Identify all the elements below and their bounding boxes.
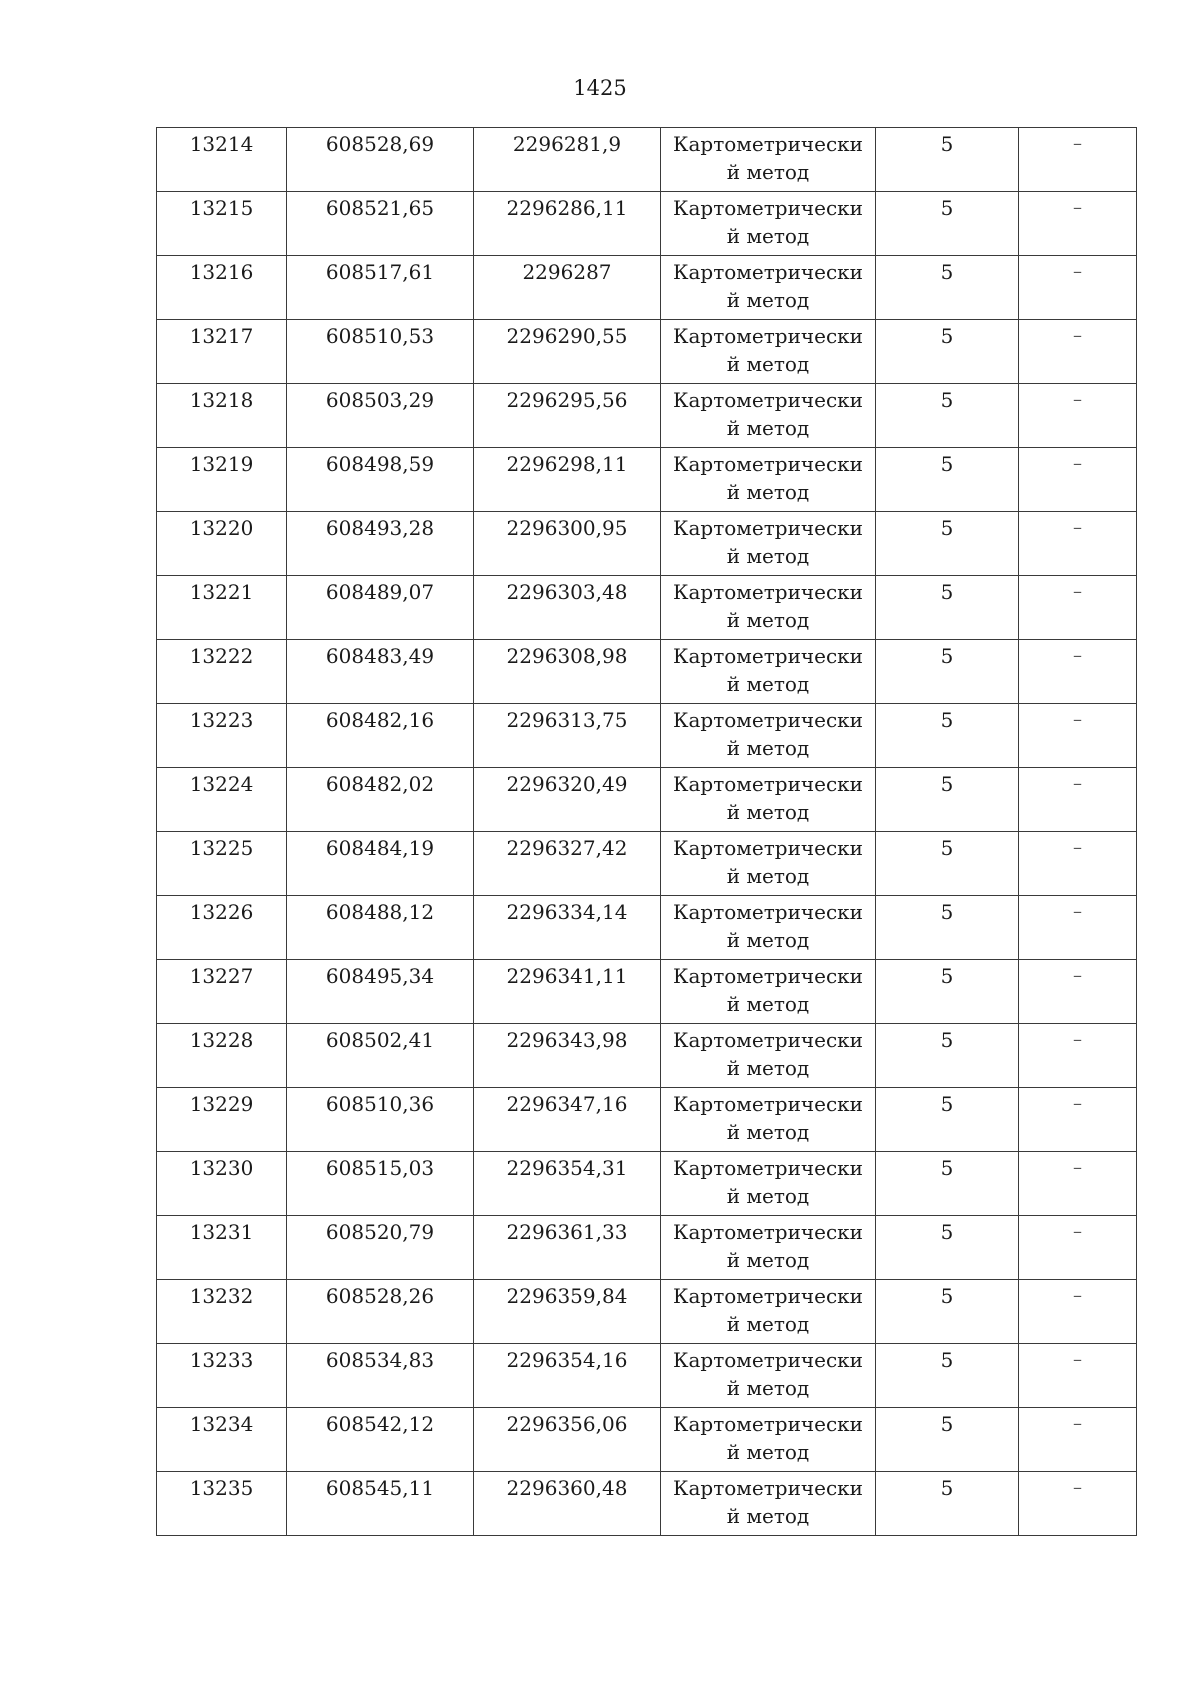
point-number-cell: 13224 [157,768,287,832]
accuracy-cell: 5 [876,128,1019,192]
table-row [157,512,1137,576]
method-cell [661,1408,876,1472]
accuracy-cell: 5 [876,512,1019,576]
y-coordinate-cell: 2296343,98 [474,1024,661,1088]
y-coordinate-cell: 2296341,11 [474,960,661,1024]
method-line-1: Картометрически [673,1348,863,1372]
point-number-cell: 13226 [157,896,287,960]
method-line-1: Картометрически [673,964,863,988]
method-line-1: Картометрически [673,1028,863,1052]
y-coordinate-cell: 2296354,31 [474,1152,661,1216]
method-line-2: й метод [726,1120,810,1144]
table-row [157,1344,1137,1408]
accuracy-cell: 5 [876,1280,1019,1344]
method-cell [661,1280,876,1344]
method-line-1: Картометрически [673,452,863,476]
method-line-1: Картометрически [673,132,863,156]
note-cell: – [1019,1280,1137,1344]
method-line-2: й метод [726,160,810,184]
y-coordinate-cell: 2296347,16 [474,1088,661,1152]
method-line-1: Картометрически [673,1156,863,1180]
method-line-2: й метод [726,864,810,888]
method-line-2: й метод [726,736,810,760]
method-line-1: Картометрически [673,1284,863,1308]
point-number-cell: 13216 [157,256,287,320]
point-number-cell: 13222 [157,640,287,704]
note-cell: – [1019,320,1137,384]
method-line-2: й метод [726,224,810,248]
method-cell [661,896,876,960]
method-cell [661,512,876,576]
y-coordinate-cell: 2296313,75 [474,704,661,768]
method-line-2: й метод [726,1056,810,1080]
x-coordinate-cell: 608493,28 [287,512,474,576]
table-row [157,576,1137,640]
y-coordinate-cell: 2296334,14 [474,896,661,960]
coordinates-table [156,127,1137,1536]
note-cell: – [1019,128,1137,192]
table-row [157,640,1137,704]
point-number-cell: 13227 [157,960,287,1024]
accuracy-cell: 5 [876,384,1019,448]
point-number-cell: 13223 [157,704,287,768]
method-cell [661,960,876,1024]
x-coordinate-cell: 608520,79 [287,1216,474,1280]
note-cell: – [1019,1344,1137,1408]
method-line-2: й метод [726,608,810,632]
method-cell [661,1152,876,1216]
table-row [157,1472,1137,1536]
y-coordinate-cell: 2296300,95 [474,512,661,576]
method-cell [661,128,876,192]
note-cell: – [1019,960,1137,1024]
point-number-cell: 13235 [157,1472,287,1536]
method-line-1: Картометрически [673,836,863,860]
note-cell: – [1019,768,1137,832]
x-coordinate-cell: 608488,12 [287,896,474,960]
x-coordinate-cell: 608498,59 [287,448,474,512]
y-coordinate-cell: 2296303,48 [474,576,661,640]
note-cell: – [1019,1408,1137,1472]
table-row [157,832,1137,896]
point-number-cell: 13218 [157,384,287,448]
table-row [157,1152,1137,1216]
y-coordinate-cell: 2296354,16 [474,1344,661,1408]
x-coordinate-cell: 608503,29 [287,384,474,448]
note-cell: – [1019,1088,1137,1152]
method-line-2: й метод [726,544,810,568]
note-cell: – [1019,1152,1137,1216]
y-coordinate-cell: 2296290,55 [474,320,661,384]
method-cell [661,1344,876,1408]
accuracy-cell: 5 [876,832,1019,896]
method-cell [661,832,876,896]
point-number-cell: 13217 [157,320,287,384]
x-coordinate-cell: 608484,19 [287,832,474,896]
method-line-1: Картометрически [673,644,863,668]
method-cell [661,1216,876,1280]
coordinates-table-body [157,128,1137,1536]
method-line-1: Картометрически [673,1092,863,1116]
point-number-cell: 13231 [157,1216,287,1280]
y-coordinate-cell: 2296281,9 [474,128,661,192]
accuracy-cell: 5 [876,768,1019,832]
method-line-1: Картометрически [673,772,863,796]
method-line-1: Картометрически [673,1476,863,1500]
method-line-2: й метод [726,480,810,504]
accuracy-cell: 5 [876,256,1019,320]
method-line-1: Картометрически [673,1412,863,1436]
note-cell: – [1019,512,1137,576]
method-cell [661,448,876,512]
x-coordinate-cell: 608483,49 [287,640,474,704]
accuracy-cell: 5 [876,1024,1019,1088]
x-coordinate-cell: 608517,61 [287,256,474,320]
point-number-cell: 13215 [157,192,287,256]
note-cell: – [1019,192,1137,256]
y-coordinate-cell: 2296360,48 [474,1472,661,1536]
table-row [157,1088,1137,1152]
y-coordinate-cell: 2296361,33 [474,1216,661,1280]
point-number-cell: 13232 [157,1280,287,1344]
method-line-2: й метод [726,416,810,440]
table-row [157,1024,1137,1088]
y-coordinate-cell: 2296286,11 [474,192,661,256]
page-number: 1425 [573,76,627,100]
x-coordinate-cell: 608495,34 [287,960,474,1024]
method-line-2: й метод [726,800,810,824]
note-cell: – [1019,896,1137,960]
table-row [157,384,1137,448]
method-line-1: Картометрически [673,260,863,284]
accuracy-cell: 5 [876,1408,1019,1472]
method-line-2: й метод [726,992,810,1016]
accuracy-cell: 5 [876,704,1019,768]
y-coordinate-cell: 2296308,98 [474,640,661,704]
method-line-1: Картометрически [673,196,863,220]
method-cell [661,192,876,256]
method-line-2: й метод [726,1440,810,1464]
accuracy-cell: 5 [876,576,1019,640]
point-number-cell: 13230 [157,1152,287,1216]
method-cell [661,1472,876,1536]
method-line-1: Картометрически [673,516,863,540]
table-row [157,1280,1137,1344]
table-row [157,448,1137,512]
note-cell: – [1019,704,1137,768]
table-row [157,192,1137,256]
method-cell [661,320,876,384]
method-line-2: й метод [726,1376,810,1400]
point-number-cell: 13221 [157,576,287,640]
point-number-cell: 13214 [157,128,287,192]
table-row [157,704,1137,768]
point-number-cell: 13234 [157,1408,287,1472]
table-row [157,768,1137,832]
accuracy-cell: 5 [876,1216,1019,1280]
accuracy-cell: 5 [876,1152,1019,1216]
table-row [157,1408,1137,1472]
method-cell [661,704,876,768]
x-coordinate-cell: 608489,07 [287,576,474,640]
y-coordinate-cell: 2296359,84 [474,1280,661,1344]
method-line-1: Картометрически [673,708,863,732]
point-number-cell: 13225 [157,832,287,896]
y-coordinate-cell: 2296327,42 [474,832,661,896]
note-cell: – [1019,832,1137,896]
table-row [157,320,1137,384]
y-coordinate-cell: 2296298,11 [474,448,661,512]
accuracy-cell: 5 [876,960,1019,1024]
x-coordinate-cell: 608510,36 [287,1088,474,1152]
table-row [157,256,1137,320]
y-coordinate-cell: 2296295,56 [474,384,661,448]
method-cell [661,1024,876,1088]
note-cell: – [1019,1216,1137,1280]
method-line-2: й метод [726,1312,810,1336]
point-number-cell: 13220 [157,512,287,576]
x-coordinate-cell: 608528,26 [287,1280,474,1344]
table-row [157,896,1137,960]
y-coordinate-cell: 2296320,49 [474,768,661,832]
method-line-2: й метод [726,288,810,312]
note-cell: – [1019,1472,1137,1536]
accuracy-cell: 5 [876,192,1019,256]
x-coordinate-cell: 608545,11 [287,1472,474,1536]
method-line-2: й метод [726,1504,810,1528]
y-coordinate-cell: 2296287 [474,256,661,320]
table-row [157,128,1137,192]
method-line-2: й метод [726,1184,810,1208]
table-row [157,960,1137,1024]
point-number-cell: 13233 [157,1344,287,1408]
note-cell: – [1019,384,1137,448]
method-cell [661,640,876,704]
note-cell: – [1019,1024,1137,1088]
note-cell: – [1019,448,1137,512]
method-cell [661,1088,876,1152]
accuracy-cell: 5 [876,896,1019,960]
accuracy-cell: 5 [876,1472,1019,1536]
note-cell: – [1019,576,1137,640]
method-line-1: Картометрически [673,388,863,412]
point-number-cell: 13228 [157,1024,287,1088]
accuracy-cell: 5 [876,1088,1019,1152]
x-coordinate-cell: 608528,69 [287,128,474,192]
point-number-cell: 13219 [157,448,287,512]
method-cell [661,256,876,320]
note-cell: – [1019,256,1137,320]
note-cell: – [1019,640,1137,704]
x-coordinate-cell: 608510,53 [287,320,474,384]
x-coordinate-cell: 608542,12 [287,1408,474,1472]
x-coordinate-cell: 608534,83 [287,1344,474,1408]
x-coordinate-cell: 608482,02 [287,768,474,832]
method-cell [661,576,876,640]
accuracy-cell: 5 [876,448,1019,512]
method-line-1: Картометрически [673,900,863,924]
method-cell [661,768,876,832]
method-line-2: й метод [726,1248,810,1272]
method-line-2: й метод [726,352,810,376]
method-cell [661,384,876,448]
method-line-1: Картометрически [673,580,863,604]
y-coordinate-cell: 2296356,06 [474,1408,661,1472]
accuracy-cell: 5 [876,320,1019,384]
method-line-1: Картометрически [673,324,863,348]
x-coordinate-cell: 608521,65 [287,192,474,256]
method-line-2: й метод [726,928,810,952]
table-row [157,1216,1137,1280]
point-number-cell: 13229 [157,1088,287,1152]
accuracy-cell: 5 [876,640,1019,704]
accuracy-cell: 5 [876,1344,1019,1408]
x-coordinate-cell: 608502,41 [287,1024,474,1088]
x-coordinate-cell: 608482,16 [287,704,474,768]
x-coordinate-cell: 608515,03 [287,1152,474,1216]
method-line-1: Картометрически [673,1220,863,1244]
method-line-2: й метод [726,672,810,696]
